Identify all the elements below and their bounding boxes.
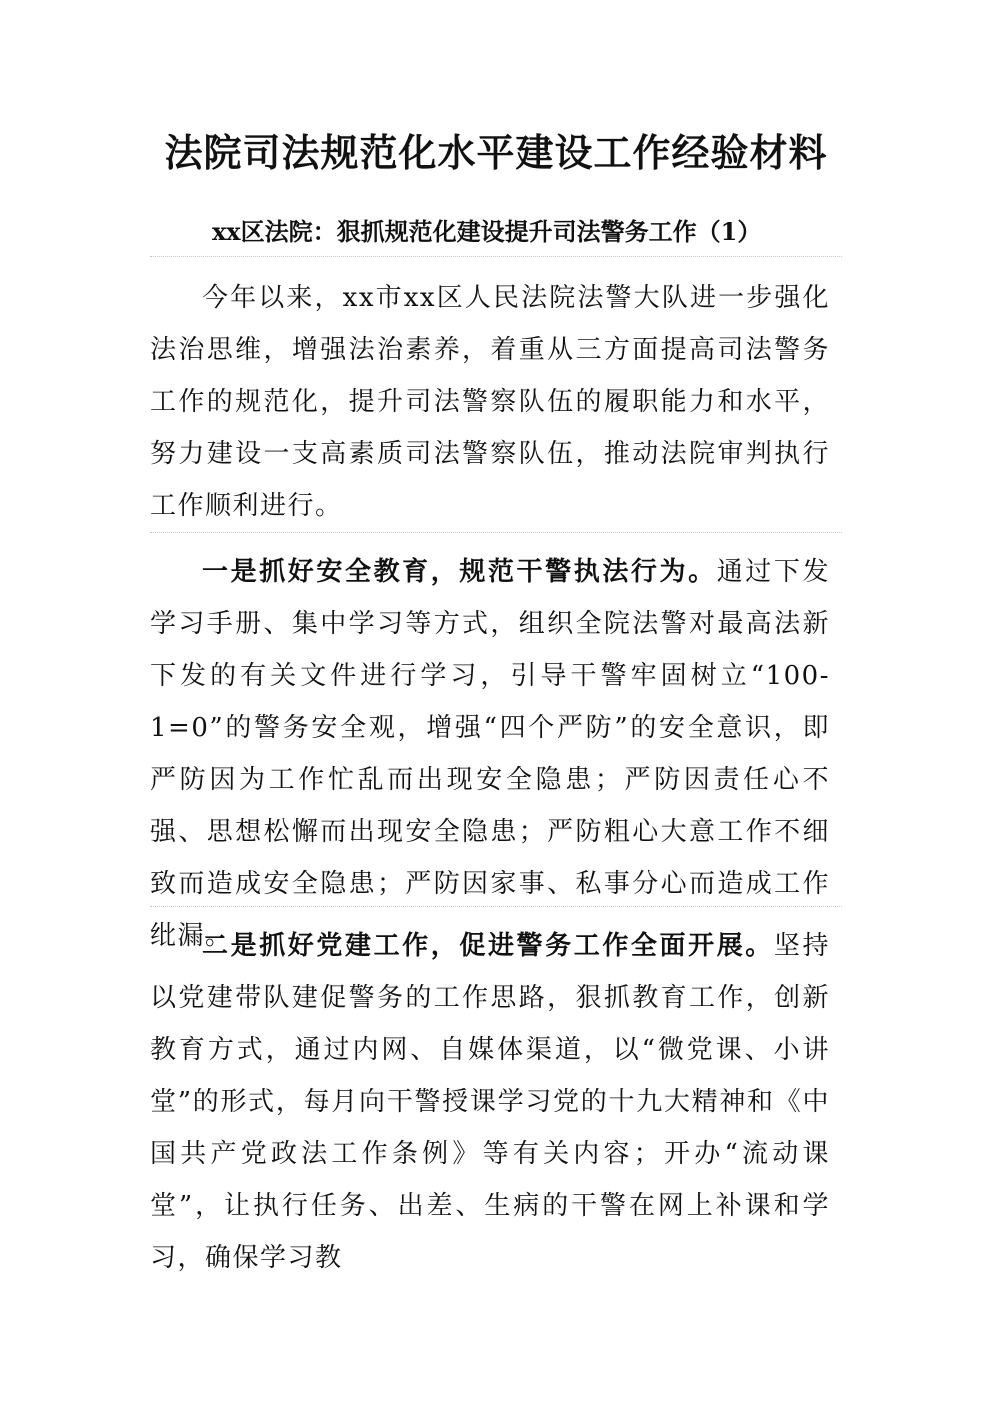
paragraph-body: 通过下发学习手册、集中学习等方式，组织全院法警对最高法新下发的有关文件进行学习，引导干警牢固树立“100-1=0”的警务安全观，增强“四个严防”的安全意识，即严防因为工作忙乱而出现安全隐患；严防因责任心不强、思想松懈而出现安全隐患；严防粗心大意工作不细致而造成安全隐患；严防因家事、私事分心而造成工作纰漏。 [150, 557, 830, 951]
document-title: 法院司法规范化水平建设工作经验材料 [164, 130, 828, 175]
paragraph-body: 坚持以党建带队建促警务的工作思路，狠抓教育工作，创新教育方式，通过内网、自媒体渠道，以“微党课、小讲堂”的形式，每月向干警授课学习党的十九大精神和《中国共产党政法工作条例》等有关内容；开办“流动课堂”，让执行任务、出差、生病的干警在网上补课和学习，确保学习教 [150, 931, 830, 1273]
section-divider [150, 906, 842, 907]
paragraph-party-building [150, 920, 830, 1284]
paragraph-lead: 一是抓好安全教育，规范干警执法行为。 [202, 557, 717, 587]
paragraph-intro [150, 272, 830, 532]
paragraph-safety-education [150, 546, 830, 962]
paragraph-body: 今年以来，xx市xx区人民法院法警大队进一步强化法治思维，增强法治素养，着重从三方面提高司法警务工作的规范化，提升司法警察队伍的履职能力和水平，努力建设一支高素质司法警察队伍，推动法院审判执行工作顺利进行。 [150, 283, 830, 521]
paragraph-lead: 二是抓好党建工作，促进警务工作全面开展。 [202, 931, 774, 961]
document-subtitle: xx区法院：狠抓规范化建设提升司法警务工作（1） [212, 217, 762, 246]
section-divider [150, 532, 842, 533]
section-divider [150, 256, 842, 257]
